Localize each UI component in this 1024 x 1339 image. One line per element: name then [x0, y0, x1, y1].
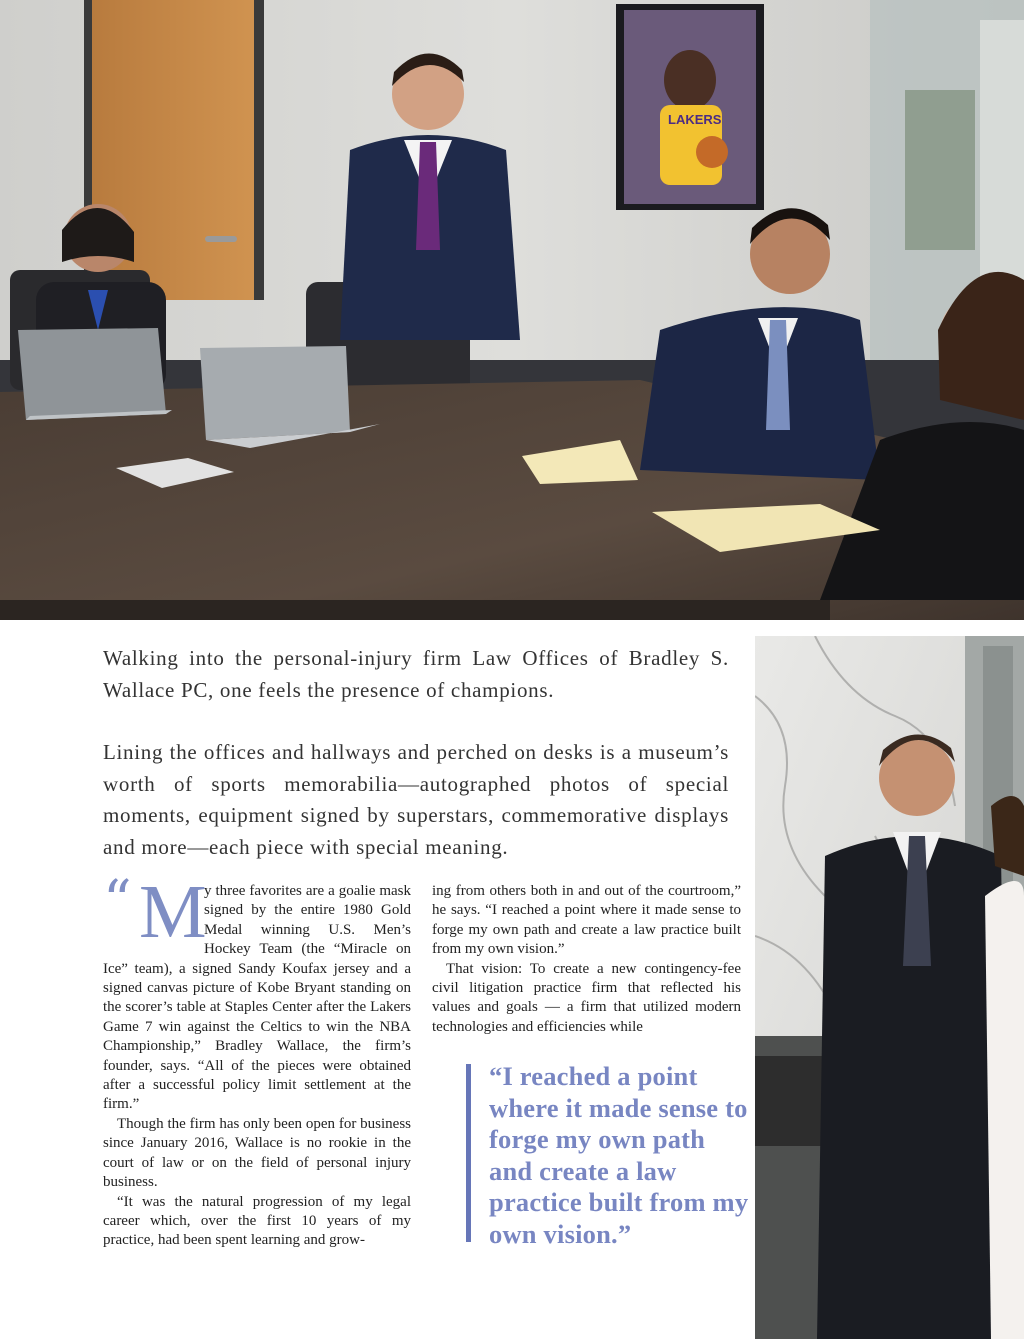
pull-quote-bar: [466, 1064, 471, 1242]
hero-photo: [0, 0, 1024, 620]
article-paragraph-3: “It was the natural progression of my legal career which, over the first 10 years of my practice, had been spent learning and grow-: [103, 1193, 411, 1249]
article-paragraph-3-continued: ing from others both in and out of the courtroom,” he says. “I reached a point where it made sense to forge my own path and create a law practice built from my own vision.”: [432, 883, 741, 958]
article-paragraph-1: [103, 869, 411, 1115]
article-column-left: [103, 869, 411, 1251]
article-column-right: [432, 882, 741, 1037]
founder-photo: [755, 636, 1024, 1339]
article-paragraph-4: That vision: To create a new contingency-fee civil litigation practice firm that reflected his values and goals — a firm that utilized modern technologies and efficiencies while: [432, 960, 741, 1035]
article-paragraph-2: Though the firm has only been open for business since January 2016, Wallace is no rookie in the court of law or on the field of personal injury business.: [103, 1115, 411, 1191]
drop-cap-quote: “: [103, 869, 132, 934]
drop-cap: [103, 869, 207, 954]
article-paragraph-1-text: y three favorites are a goalie mask signed by the entire 1980 Gold Medal winning U.S. Men’s Hockey Team (the “Miracle on Ice” team), a signed Sandy Koufax jersey and a signed canvas picture of Kobe Bryant standing on the scorer’s table at Staples Center after the Lakers Game 7 win against the Celtics to win the NBA Championship,” Bradley Wallace, the firm’s founder, says. “All of the pieces were obtained after a successful policy limit settlement at the firm.”: [103, 883, 411, 1113]
drop-cap-letter: M: [139, 870, 207, 954]
pull-quote: “I reached a point where it made sense to forge my own path and create a law practice built from my own vision.”: [489, 1061, 749, 1249]
intro-paragraph-1: Walking into the personal-injury firm Law Offices of Bradley S. Wallace PC, one feels the presence of champions.: [103, 646, 729, 702]
intro-paragraph-2: Lining the offices and hallways and perched on desks is a museum’s worth of sports memorabilia—autographed photos of special moments, equipment signed by superstars, commemorative displays and more—each piece with special meaning.: [103, 740, 729, 859]
poster-lakers-text: LAKERS: [668, 112, 722, 127]
